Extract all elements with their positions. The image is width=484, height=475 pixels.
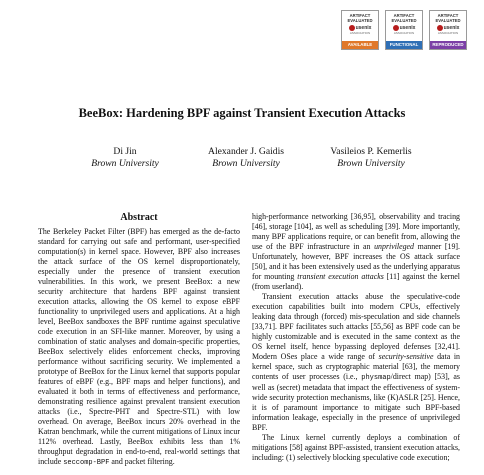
artifact-badges xyxy=(341,10,467,50)
badge-label: ARTIFACT EVALUATED xyxy=(391,13,417,23)
badge-functional xyxy=(385,10,423,50)
author-name: Vasileios P. Kemerlis xyxy=(330,146,412,157)
badge-sub: ASSOCIATION xyxy=(393,31,415,35)
abstract-text: The Berkeley Packet Filter (BPF) has emerged as the de-facto standard for carrying out safe and performant, user-specified computation(s) in kernel space. However, BPF also increases the attack surface of the OS kernel disproportionately, especially under the presence of transient execution vulnerabilities. In this work, we present BeeBox: a new security architecture that hardens BPF against transient execution attacks, allowing the OS kernel to expose eBPF functionality to unprivileged users and applications. At a high level, BeeBox sandboxes the BPF runtime against speculative code execution in an SFI-like manner. Moreover, by using a combination of static analyses and domain-specific properties, BeeBox selectively elides enforcement checks, improving performance without sacrificing security. We implemented a prototype of BeeBox for the Linux kernel that supports popular features of eBPF (e.g., BPF maps and helper functions), and evaluated it both in terms of effectiveness and performance, demonstrating resilience against prevalent transient execution attacks (i.e., Spectre-PHT and Spectre-STL) with low overhead. On average, BeeBox incurs 20% overhead in the Katran benchmark, while the current mitigations of Linux incur 112% overhead. Lastly, BeeBox exhibits less than 1% throughput degradation in end-to-end, real-world settings that include seccomp-BPF and packet filtering. xyxy=(38,227,240,467)
badge-available xyxy=(341,10,379,50)
usenix-logo: usenix xyxy=(386,25,422,31)
usenix-logo: usenix xyxy=(430,25,466,31)
badge-reproduced xyxy=(429,10,467,50)
abstract-column xyxy=(38,212,240,468)
badge-sub: ASSOCIATION xyxy=(349,31,371,35)
author-affiliation: Brown University xyxy=(91,158,159,169)
intro-column xyxy=(252,212,460,463)
author-2 xyxy=(186,146,306,170)
author-name: Di Jin xyxy=(113,146,137,157)
intro-paragraph-2: Transient execution attacks abuse the speculative-code execution capabilities built into modern CPUs, effectively leaking data through (forced) mis-speculation and side channels [33,71]. BPF facilitates such attacks [55,56] as BPF code can be highly customizable and is executed in the same context as the OS kernel itself, hence bypassing deployed defenses [32,41]. Modern OSes place a wide range of security-sensitive data in kernel space, such as cryptographic material [63], the memory contents of user processes (i.e., physmap/direct map) [53], as well as (secret) metadata that impact the effectiveness of system-wide security protection mechanisms, like (K)ASLR [25]. Hence, it is of paramount importance to mitigate such BPF-based information leakage, especially in the presence of unprivileged BPF. xyxy=(252,292,461,432)
badge-status: REPRODUCED xyxy=(430,41,466,49)
badge-label: ARTIFACT EVALUATED xyxy=(435,13,461,23)
badge-label: ARTIFACT EVALUATED xyxy=(347,13,373,23)
paper-title: BeeBox: Hardening BPF against Transient Execution Attacks xyxy=(78,106,406,120)
inline-code: seccomp-BPF xyxy=(63,459,110,467)
abstract-heading: Abstract xyxy=(120,212,158,223)
badge-status: AVAILABLE xyxy=(342,41,378,49)
badge-status: FUNCTIONAL xyxy=(386,41,422,49)
author-affiliation: Brown University xyxy=(212,158,280,169)
usenix-logo: usenix xyxy=(342,25,378,31)
inline-code: physmap xyxy=(361,374,391,382)
intro-paragraph-1: high-performance networking [36,95], observability and tracing [46], storage [104], as well as scheduling [39]. More importantly, many BPF applications require, or can benefit from, allowing the use of the BPF infrastructure in an unprivileged manner [19]. Unfortunately, however, BPF increases the OS attack surface [50], and it has been extensively used as the underlying apparatus for mounting transient execution attacks [11] against the kernel (from userland). xyxy=(252,212,460,291)
intro-paragraph-3: The Linux kernel currently deploys a combination of mitigations [58] against BPF-assisted, transient execution attacks, including: (1) selectively blocking speculative code execution; xyxy=(252,433,460,462)
author-1 xyxy=(80,146,170,170)
badge-sub: ASSOCIATION xyxy=(437,31,459,35)
author-3 xyxy=(306,146,436,170)
author-affiliation: Brown University xyxy=(337,158,405,169)
author-name: Alexander J. Gaidis xyxy=(208,146,284,157)
